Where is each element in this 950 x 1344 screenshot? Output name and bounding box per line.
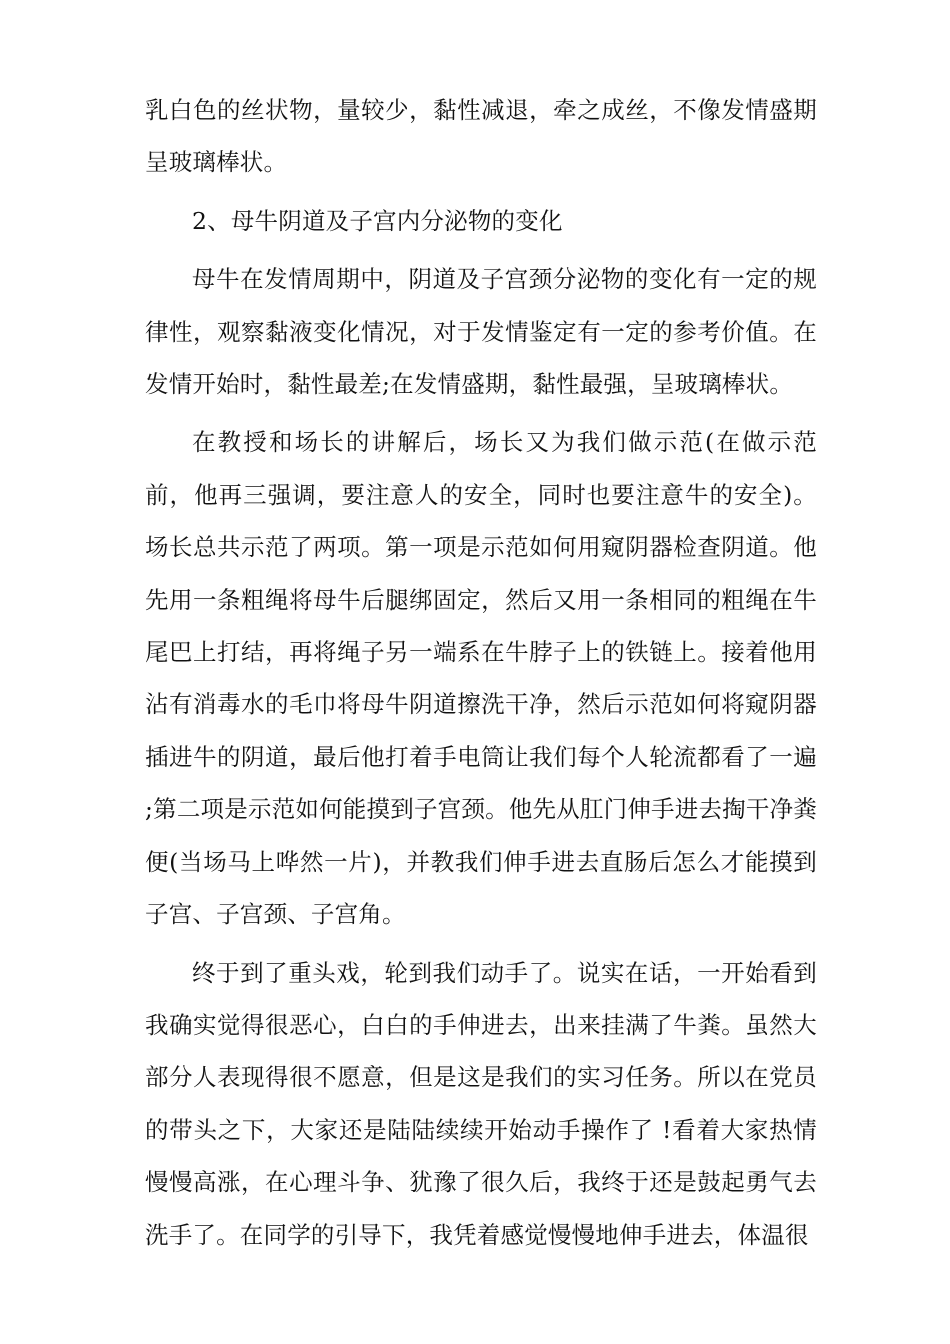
paragraph-practice: 终于到了重头戏，轮到我们动手了。说实在话，一开始看到我确实觉得很恶心，白白的手伸进去，出来挂满了牛粪。虽然大部分人表现得很不愿意，但是这是我们的实习任务。所以在党员的带头之下，大家还是陆陆续续开始动手操作了 !看着大家热情慢慢高涨，在心理斗争、犹豫了很久后，我终于还是鼓起勇气去洗手了。在同学的引导下，我凭着感觉慢慢地伸手进去，体温很: [145, 958, 817, 1249]
section-heading: 2、母牛阴道及子宫内分泌物的变化: [192, 206, 563, 235]
paragraph-secretion: 母牛在发情周期中，阴道及子宫颈分泌物的变化有一定的规律性，观察黏液变化情况，对于发情鉴定有一定的参考价值。在发情开始时，黏性最差;在发情盛期，黏性最强，呈玻璃棒状。: [145, 265, 817, 399]
document-body: [145, 84, 817, 1261]
paragraph-demonstration: 在教授和场长的讲解后，场长又为我们做示范(在做示范前，他再三强调，要注意人的安全，同时也要注意牛的安全)。场长总共示范了两项。第一项是示范如何用窥阴器检查阴道。他先用一条粗绳将母牛后腿绑固定，然后又用一条相同的粗绳在牛尾巴上打结，再将绳子另一端系在牛脖子上的铁链上。接着他用沾有消毒水的毛巾将母牛阴道擦洗干净，然后示范如何将窥阴器插进牛的阴道，最后他打着手电筒让我们每个人轮流都看了一遍 ;第二项是示范如何能摸到子宫颈。他先从肛门伸手进去掏干净粪便(当场马上哗然一片)，并教我们伸手进去直肠后怎么才能摸到子宫、子宫颈、子宫角。: [145, 428, 817, 929]
paragraph-continuation: 乳白色的丝状物，量较少，黏性减退，牵之成丝，不像发情盛期呈玻璃棒状。: [145, 96, 817, 177]
